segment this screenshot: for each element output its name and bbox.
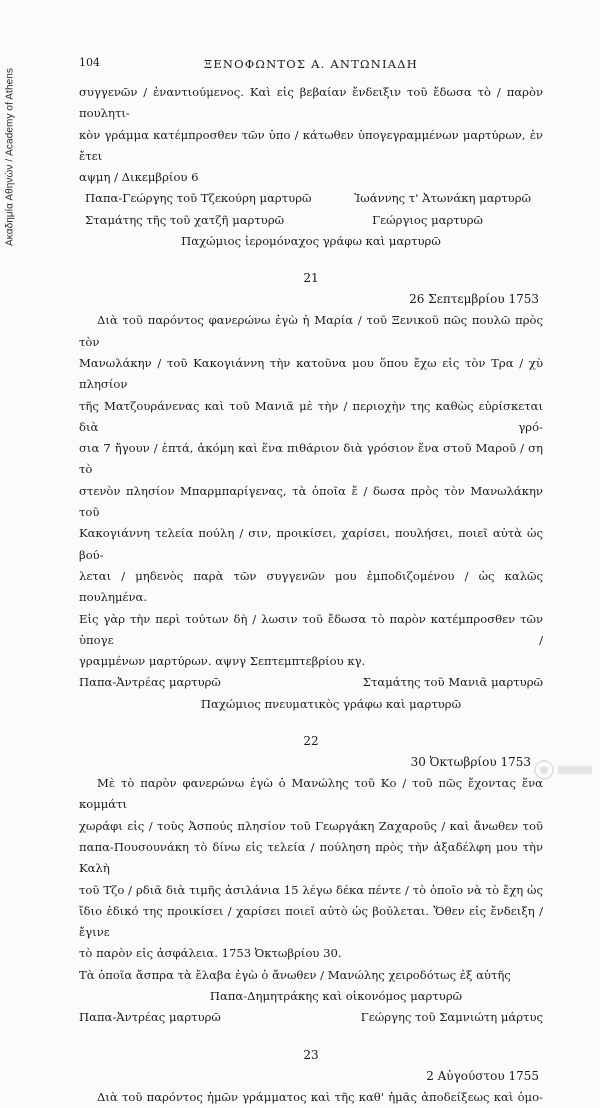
signature-row	[79, 672, 543, 693]
text-line: στενὸν πλησίον Μπαρμπαρίγενας, τὰ ὁποῖα ἔ / δωσα πρὸς τὸν Μανωλάκην τοῦ	[79, 483, 543, 520]
text-line: τοῦ Τζο / ρδιᾶ διὰ τιμῆς ἀσιλάνια 15 λέγω δέκα πέντε / τὸ ὁποῖο νὰ τὸ ἔχη ὡς	[79, 882, 543, 897]
text-line: Τὰ ὁποῖα ἄσπρα τὰ ἔλαβα ἐγὼ ὁ ἄνωθεν / Μανώλης χειροδότως ἐξ αὐτῆς	[79, 967, 511, 982]
text-line: Μὲ τὸ παρὸν φανερώνω ἐγὼ ὁ Μανώλης τοῦ Κο / τοῦ πῶς ἔχοντας ἕνα κομμάτι	[79, 776, 543, 812]
text-line: σια 7 ἤγουν / ἑπτά, ἀκόμη καὶ ἕνα πιθάριον διὰ γρόσιον ἕνα στοῦ Μαροῦ / ση τὸ	[79, 441, 543, 477]
text-line: συγγενῶν / ἐναντιούμενος. Καὶ εἰς βεβαίαν ἔνδειξιν τοῦ ἔδωσα τὸ / παρὸν πουλητι-	[79, 85, 543, 121]
signature-left: Παπα-Ἀντρέας μαρτυρῶ	[79, 1010, 221, 1025]
signature-row	[79, 1007, 543, 1028]
text-line: ἴδιο ἐδικό της προικίσει / χαρίσει ποιεῖ αὐτὸ ὡς βούλεται. Ὅθεν εἰς ἔνδειξη / ἔγινε	[79, 903, 543, 940]
running-head: ΞΕΝΟΦΩΝΤΟΣ Α. ΑΝΤΩΝΙΑΔΗ	[204, 57, 418, 71]
document-date: 26 Σεπτεμβρίου 1753	[409, 292, 539, 307]
text-line: κὸν γράμμα κατέμπροσθεν τῶν ὑπο / κάτωθεν ὑπογεγραμμένων μαρτύρων, ἐν ἔτει	[79, 127, 543, 163]
text-line: Εἰς γὰρ τὴν περὶ τούτων δὴ / λωσιν τοῦ ἔδωσα τὸ παρὸν κατέμπροσθεν τῶν ὑπογε /	[79, 611, 543, 647]
page-number: 104	[79, 56, 100, 69]
text-line: Διὰ τοῦ παρόντος ἡμῶν γράμματος καὶ τῆς καθ' ἡμᾶς ἀποδείξεως καὶ ὁμο-	[97, 1089, 543, 1104]
text-line: γραμμένων μαρτύρων. αψνγ Σεπτεμπτεβρίου κγ.	[79, 654, 366, 669]
page	[79, 56, 543, 1108]
document-number: 22	[303, 734, 319, 749]
prev-doc	[79, 82, 543, 252]
text-line: παπα-Πουσουνάκη τὸ δίνω εἰς τελεία / πούληση πρὸς τὴν ἀξαδέλφη μου τὴν Καλὴ	[79, 839, 543, 876]
signature-center: Παχώμιος ἱερομόναχος γράφω καὶ μαρτυρῶ	[181, 234, 441, 249]
text-line: Μανωλάκην / τοῦ Κακογιάννη τὴν κατοῦνα μου ὅπου ἔχω εἰς τὸν Τρα / χὺ πλησίον	[79, 355, 543, 392]
document-22	[79, 731, 543, 1029]
signature-right: Γεώργιος μαρτυρῶ	[372, 212, 483, 227]
text-line: χωράφι εἰς / τοὺς Ἀσπούς πλησίον τοῦ Γεωργάκη Ζαχαροῦς / καὶ ἄνωθεν τοῦ	[79, 818, 543, 833]
text-line: τῆς Ματζουράνενας καὶ τοῦ Μανιᾶ μὲ τὴν / περιοχὴν της καθὼς εὑρίσκεται διὰ γρό-	[79, 398, 543, 434]
text-line: αψμη / Δικεμβρίου 6	[79, 170, 199, 185]
document-21	[79, 268, 543, 715]
signature-left: Παπα-Ἀντρέας μαρτυρῶ	[79, 675, 221, 690]
document-number: 21	[303, 271, 319, 286]
text-line: τὸ παρὸν εἰς ἀσφάλεια. 1753 Ὀκτωβρίου 30.	[79, 946, 342, 961]
signature-left: Σταμάτης τῆς τοῦ χατζῆ μαρτυρῶ	[85, 212, 285, 227]
signature-row	[79, 210, 543, 231]
watermark	[2, 42, 18, 272]
library-stamp-icon	[534, 757, 594, 783]
text-line: Κακογιάννη τελεία πούλη / σιν, προικίσει, χαρίσει, πουλήσει, ποιεῖ αὐτὰ ὡς βού-	[79, 526, 543, 562]
signature-left: Παπα-Γεώργης τοῦ Τζεκούρη μαρτυρῶ	[85, 191, 312, 206]
signature-right: Γεώργης τοῦ Σαμνιώτη μάρτυς	[360, 1010, 543, 1025]
signature-center: Παχώμιος πνευματικὸς γράφω καὶ μαρτυρῶ	[200, 696, 462, 711]
signature-center: Παπα-Δημητράκης καὶ οἰκονόμος μαρτυρῶ	[209, 988, 463, 1003]
watermark-text: Ακαδημία Αθηνών / Academy of Athens	[4, 67, 16, 247]
document-number: 23	[303, 1047, 319, 1062]
page-header	[79, 56, 543, 82]
text-line: λεται / μηδενὸς παρὰ τῶν συγγενῶν μου ἐμποδιζομένου / ὡς καλῶς πουλημένα.	[79, 568, 543, 605]
text-line: Διὰ τοῦ παρόντος φανερώνω ἐγὼ ἡ Μαρία / τοῦ Ξενικοῦ πῶς πουλῶ πρὸς τὸν	[79, 313, 543, 349]
document-date: 30 Ὀκτωβρίου 1753	[410, 755, 531, 770]
document-date: 2 Αὐγούστου 1755	[426, 1068, 539, 1083]
signature-right: Σταμάτης τοῦ Μανιᾶ μαρτυρῶ	[362, 675, 543, 690]
signature-row	[79, 188, 543, 209]
signature-right: Ἰωάννης τ' Ἀτωνάκη μαρτυρῶ	[354, 191, 531, 206]
document-23	[79, 1045, 543, 1108]
